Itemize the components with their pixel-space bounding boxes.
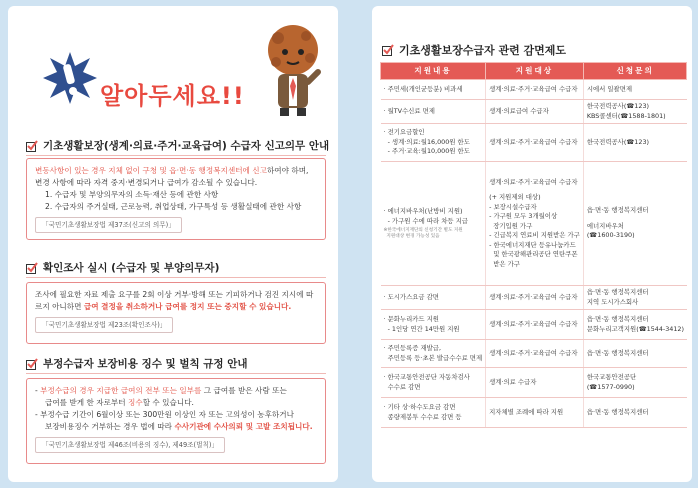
support-target-cell: 생계·의료·주거·교육급여 수급자 (+ 지원제외 대상) - 보장시설수급자 - 가구원 모두 3개월이상 장기입원 가구 - 긴급복지 연료비 지원받은 가구 - 한국에너지재단 등유나눔카드 및 한국광해관리공단 연탄쿠폰 받은 가구 bbox=[486, 162, 584, 286]
table-row bbox=[381, 340, 687, 368]
section-title-fraud: 부정수급자 보장비용 징수 및 벌칙 규정 안내 bbox=[26, 356, 248, 371]
support-content-cell: · 에너지바우처(난방비 지원) - 가구원 수에 따라 차등 지급 ※한국에너지재단의 신청기간 별도 지원 지원대상 변경 가능성 있음 bbox=[381, 162, 486, 286]
support-target-cell: 지자체별 조례에 따라 지원 bbox=[486, 398, 584, 428]
table-row bbox=[381, 80, 687, 100]
note-text: ※한국에너지재단의 신청기간 별도 지원 지원대상 변경 가능성 있음 bbox=[383, 228, 463, 239]
support-target-cell: 생계·의료·주거·교육급여 수급자 bbox=[486, 310, 584, 340]
support-content-cell: · 문화누리카드 지원 - 1인당 연간 14만원 지원 bbox=[381, 310, 486, 340]
table-row bbox=[381, 100, 687, 124]
support-content-cell: · 월TV수신료 면제 bbox=[381, 100, 486, 124]
table-title: 기초생활보장수급자 관련 감면제도 bbox=[382, 42, 566, 58]
column-header: 신청문의 bbox=[583, 63, 687, 80]
exclamation-burst-icon bbox=[42, 50, 98, 106]
column-header: 지원내용 bbox=[381, 63, 486, 80]
right-page bbox=[372, 6, 692, 482]
mascot-character-icon bbox=[258, 20, 328, 118]
support-content-cell: · 전기요금할인 - 생계·의료:월16,000원 한도 - 주거·교육:월10,000원 한도 bbox=[381, 124, 486, 162]
fraud-box: - 부정수급의 경우 지급한 급여의 전부 또는 일부를 그 급여를 받은 사람 또는 급여를 받게 한 자로부터 징수할 수 있습니다. - 부정수급 기간이 6월이상 또는 300만원 이상인 자 또는 고의성이 농후하거나 보장비용징수 거부하는 경우 법에 따라 수사기관에 수사의뢰 및 고발 조치됩니다. 「국민기초생활보장법 제46조(비용의 징수), 제49조(벌칙)」 bbox=[26, 378, 326, 464]
left-page bbox=[8, 6, 338, 482]
column-header: 지원대상 bbox=[486, 63, 584, 80]
table-row bbox=[381, 310, 687, 340]
support-content-cell: · 도시가스요금 감면 bbox=[381, 286, 486, 310]
inquiry-cell: 한국전력공사(☎123) KBS콜센터(☎1588-1801) bbox=[583, 100, 687, 124]
headline: 알아두세요!! bbox=[100, 82, 245, 110]
section-title-reporting: 기초생활보장(생계·의료·주거·교육급여) 수급자 신고의무 안내 bbox=[26, 138, 329, 153]
support-target-cell: 생계·의료·주거·교육급여 수급자 bbox=[486, 124, 584, 162]
inquiry-cell: 읍·면·동 행정복지센터 bbox=[583, 340, 687, 368]
law-reference: 「국민기초생활보장법 제23조(확인조사)」 bbox=[35, 317, 173, 333]
inquiry-cell: 읍·면·동 행정복지센터 문화누리고객지원(☎1544-3412) bbox=[583, 310, 687, 340]
table-row bbox=[381, 162, 687, 286]
law-reference: 「국민기초생활보장법 제37조(신고의 의무)」 bbox=[35, 217, 182, 233]
checkbox-check-icon bbox=[382, 44, 394, 56]
reporting-box: 변동사항이 있는 경우 지체 없이 구청 및 읍·면·동 행정복지센터에 신고하여야 하며, 변경 사항에 따라 자격 중지·변경되거나 급여가 감소될 수 있습니다. 1. 수급자 및 부양의무자의 소득·재산 등에 관한 사항 2. 수급자의 주거실태, 근로능력, 취업상태, 가구특성 등 생활실태에 관한 사항 「국민기초생활보장법 제37조(신고의 의무)」 bbox=[26, 158, 326, 240]
support-content-cell: · 주민등록증 재발급, 주민등록 등·초본 발급수수료 면제 bbox=[381, 340, 486, 368]
section-title-investigation: 확인조사 실시 (수급자 및 부양의무자) bbox=[26, 260, 219, 275]
support-target-cell: 생계·의료·주거·교육급여 수급자 bbox=[486, 340, 584, 368]
support-target-cell: 생계·의료·주거·교육급여 수급자 bbox=[486, 80, 584, 100]
table-row bbox=[381, 286, 687, 310]
support-content-cell: · 한국교통안전공단 자동차검사 수수료 감면 bbox=[381, 368, 486, 398]
checkbox-check-icon bbox=[26, 262, 38, 274]
table-row bbox=[381, 124, 687, 162]
benefit-table bbox=[380, 62, 687, 428]
inquiry-cell: 한국교통안전공단 (☎1577-0990) bbox=[583, 368, 687, 398]
investigation-box: 조사에 필요한 자료 제출 요구를 2회 이상 거부·방해 또는 기피하거나 검진 지시에 따르지 아니하면 급여 결정을 취소하거나 급여를 정지 또는 중지할 수 있습니다. 「국민기초생활보장법 제23조(확인조사)」 bbox=[26, 282, 326, 344]
inquiry-cell: 한국전력공사(☎123) bbox=[583, 124, 687, 162]
checkbox-check-icon bbox=[26, 140, 38, 152]
table-row bbox=[381, 398, 687, 428]
inquiry-cell: 시에서 일괄면제 bbox=[583, 80, 687, 100]
law-reference: 「국민기초생활보장법 제46조(비용의 징수), 제49조(벌칙)」 bbox=[35, 437, 225, 453]
support-target-cell: 생계·의료급여 수급자 bbox=[486, 100, 584, 124]
inquiry-cell: 읍·면·동 행정복지센터 지역 도시가스회사 bbox=[583, 286, 687, 310]
table-row bbox=[381, 368, 687, 398]
support-target-cell: 생계·의료·주거·교육급여 수급자 bbox=[486, 286, 584, 310]
inquiry-cell: 읍·면·동 행정복지센터 에너지바우처 (☎1600-3190) bbox=[583, 162, 687, 286]
support-target-cell: 생계·의료 수급자 bbox=[486, 368, 584, 398]
support-content-cell: · 주민세(개인균등분) 비과세 bbox=[381, 80, 486, 100]
support-content-cell: · 기타 상·하수도요금 감면 종량제봉투 수수료 감면 등 bbox=[381, 398, 486, 428]
checkbox-check-icon bbox=[26, 358, 38, 370]
inquiry-cell: 읍·면·동 행정복지센터 bbox=[583, 398, 687, 428]
